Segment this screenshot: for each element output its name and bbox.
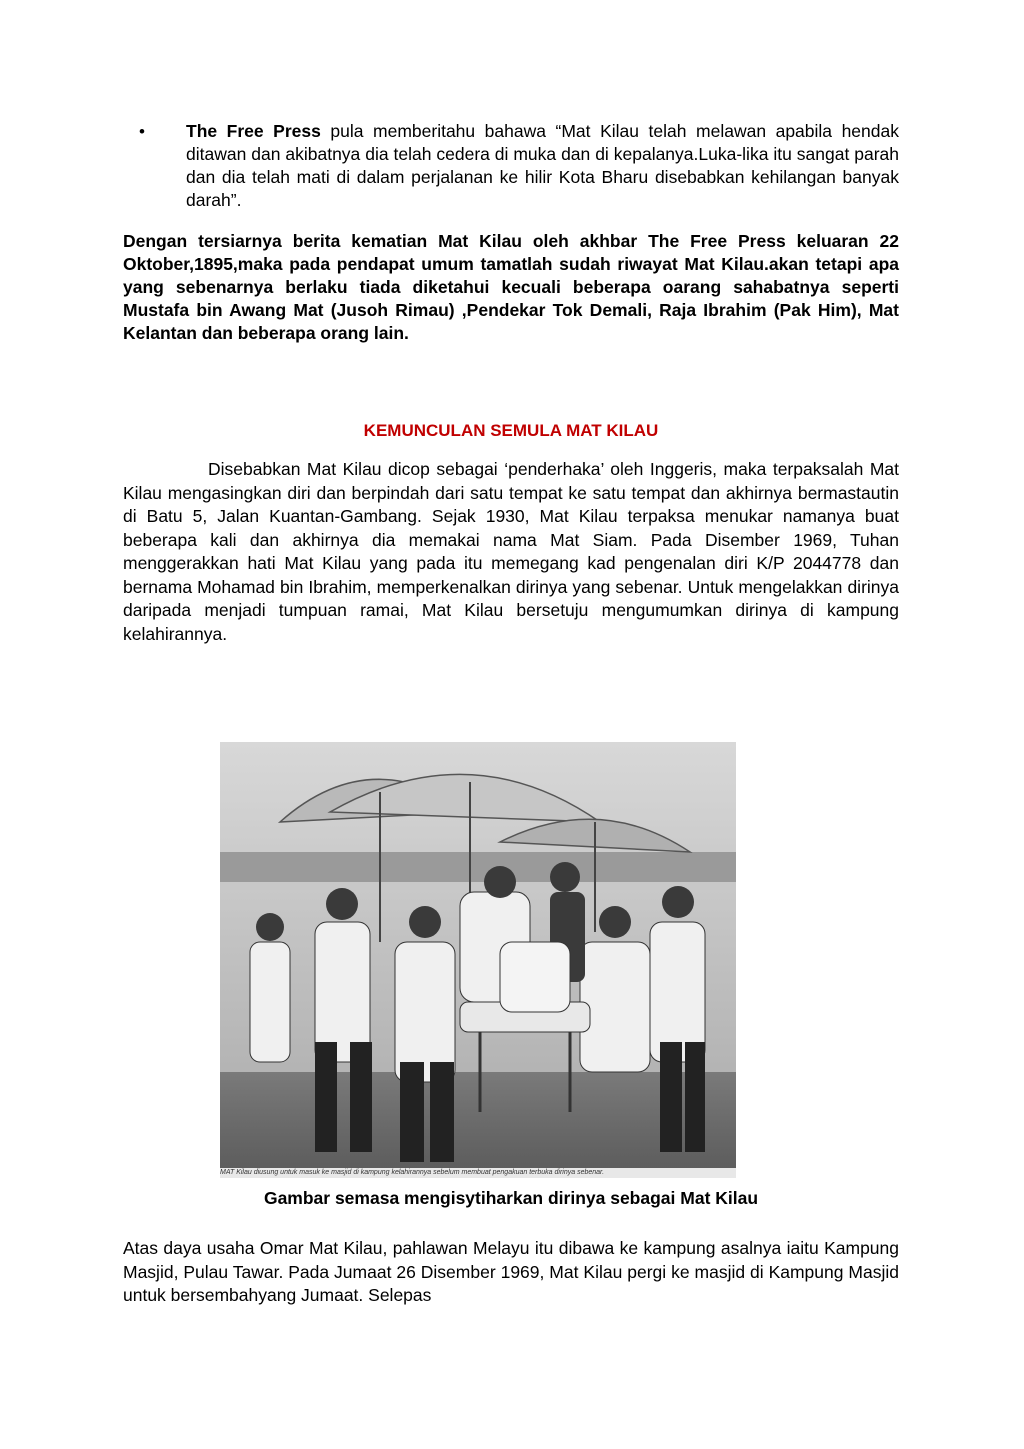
section-heading: KEMUNCULAN SEMULA MAT KILAU (363, 421, 659, 440)
bullet-dot-icon: • (139, 122, 145, 141)
bullet-lead: The Free Press (186, 121, 321, 141)
bullet-item (123, 120, 899, 212)
final-paragraph: Atas daya usaha Omar Mat Kilau, pahlawan Melayu itu dibawa ke kampung asalnya iaitu Kampung Masjid, Pulau Tawar. Pada Jumaat 26 Disember 1969, Mat Kilau pergi ke masjid di Kampung Masjid untuk bersembahyang Jumaat. Selepas (123, 1238, 899, 1305)
document-page (123, 120, 899, 646)
historical-photo (220, 742, 736, 1178)
bullet-text: pula memberitahu bahawa “Mat Kilau telah melawan apabila hendak ditawan dan akibatnya dia telah cedera di muka dan di kepalanya.Luka-lika itu sangat parah dan dia telah mati di dalam perjalanan ke hilir Kota Bharu disebabkan kehilangan banyak darah”. (186, 121, 899, 210)
bold-paragraph: Dengan tersiarnya berita kematian Mat Kilau oleh akhbar The Free Press keluaran 22 Oktober,1895,maka pada pendapat umum tamatlah sudah riwayat Mat Kilau.akan tetapi apa yang sebenarnya berlaku tiada diketahui kecuali beberapa oarang sahabatnya seperti Mustafa bin Awang Mat (Jusoh Rimau) ,Pendekar Tok Demali, Raja Ibrahim (Pak Him), Mat Kelantan dan beberapa orang lain. (123, 231, 899, 343)
photo-illustration (220, 742, 736, 1178)
body-paragraph: Disebabkan Mat Kilau dicop sebagai ‘penderhaka’ oleh Inggeris, maka terpaksalah Mat Kilau mengasingkan diri dan berpindah dari satu tempat ke satu tempat dan akhirnya bermastautin di Batu 5, Jalan Kuantan-Gambang. Sejak 1930, Mat Kilau terpaksa menukar namanya buat beberapa kali dan akhirnya dia memakai nama Mat Siam. Pada Disember 1969, Tuhan menggerakkan hati Mat Kilau yang pada itu memegang kad pengenalan diri K/P 2044778 dan bernama Mohamad bin Ibrahim, memperkenalkan dirinya yang sebenar. Untuk mengelakkan dirinya daripada menjadi tumpuan ramai, Mat Kilau bersetuju mengumumkan dirinya di kampung kelahirannya. (123, 459, 899, 644)
photo-strip-caption: MAT Kilau diusung untuk masuk ke masjid di kampung kelahirannya sebelum membuat pengakuan terbuka dirinya sebenar. (220, 1168, 736, 1178)
photo-caption: Gambar semasa mengisytiharkan dirinya sebagai Mat Kilau (263, 1188, 759, 1208)
